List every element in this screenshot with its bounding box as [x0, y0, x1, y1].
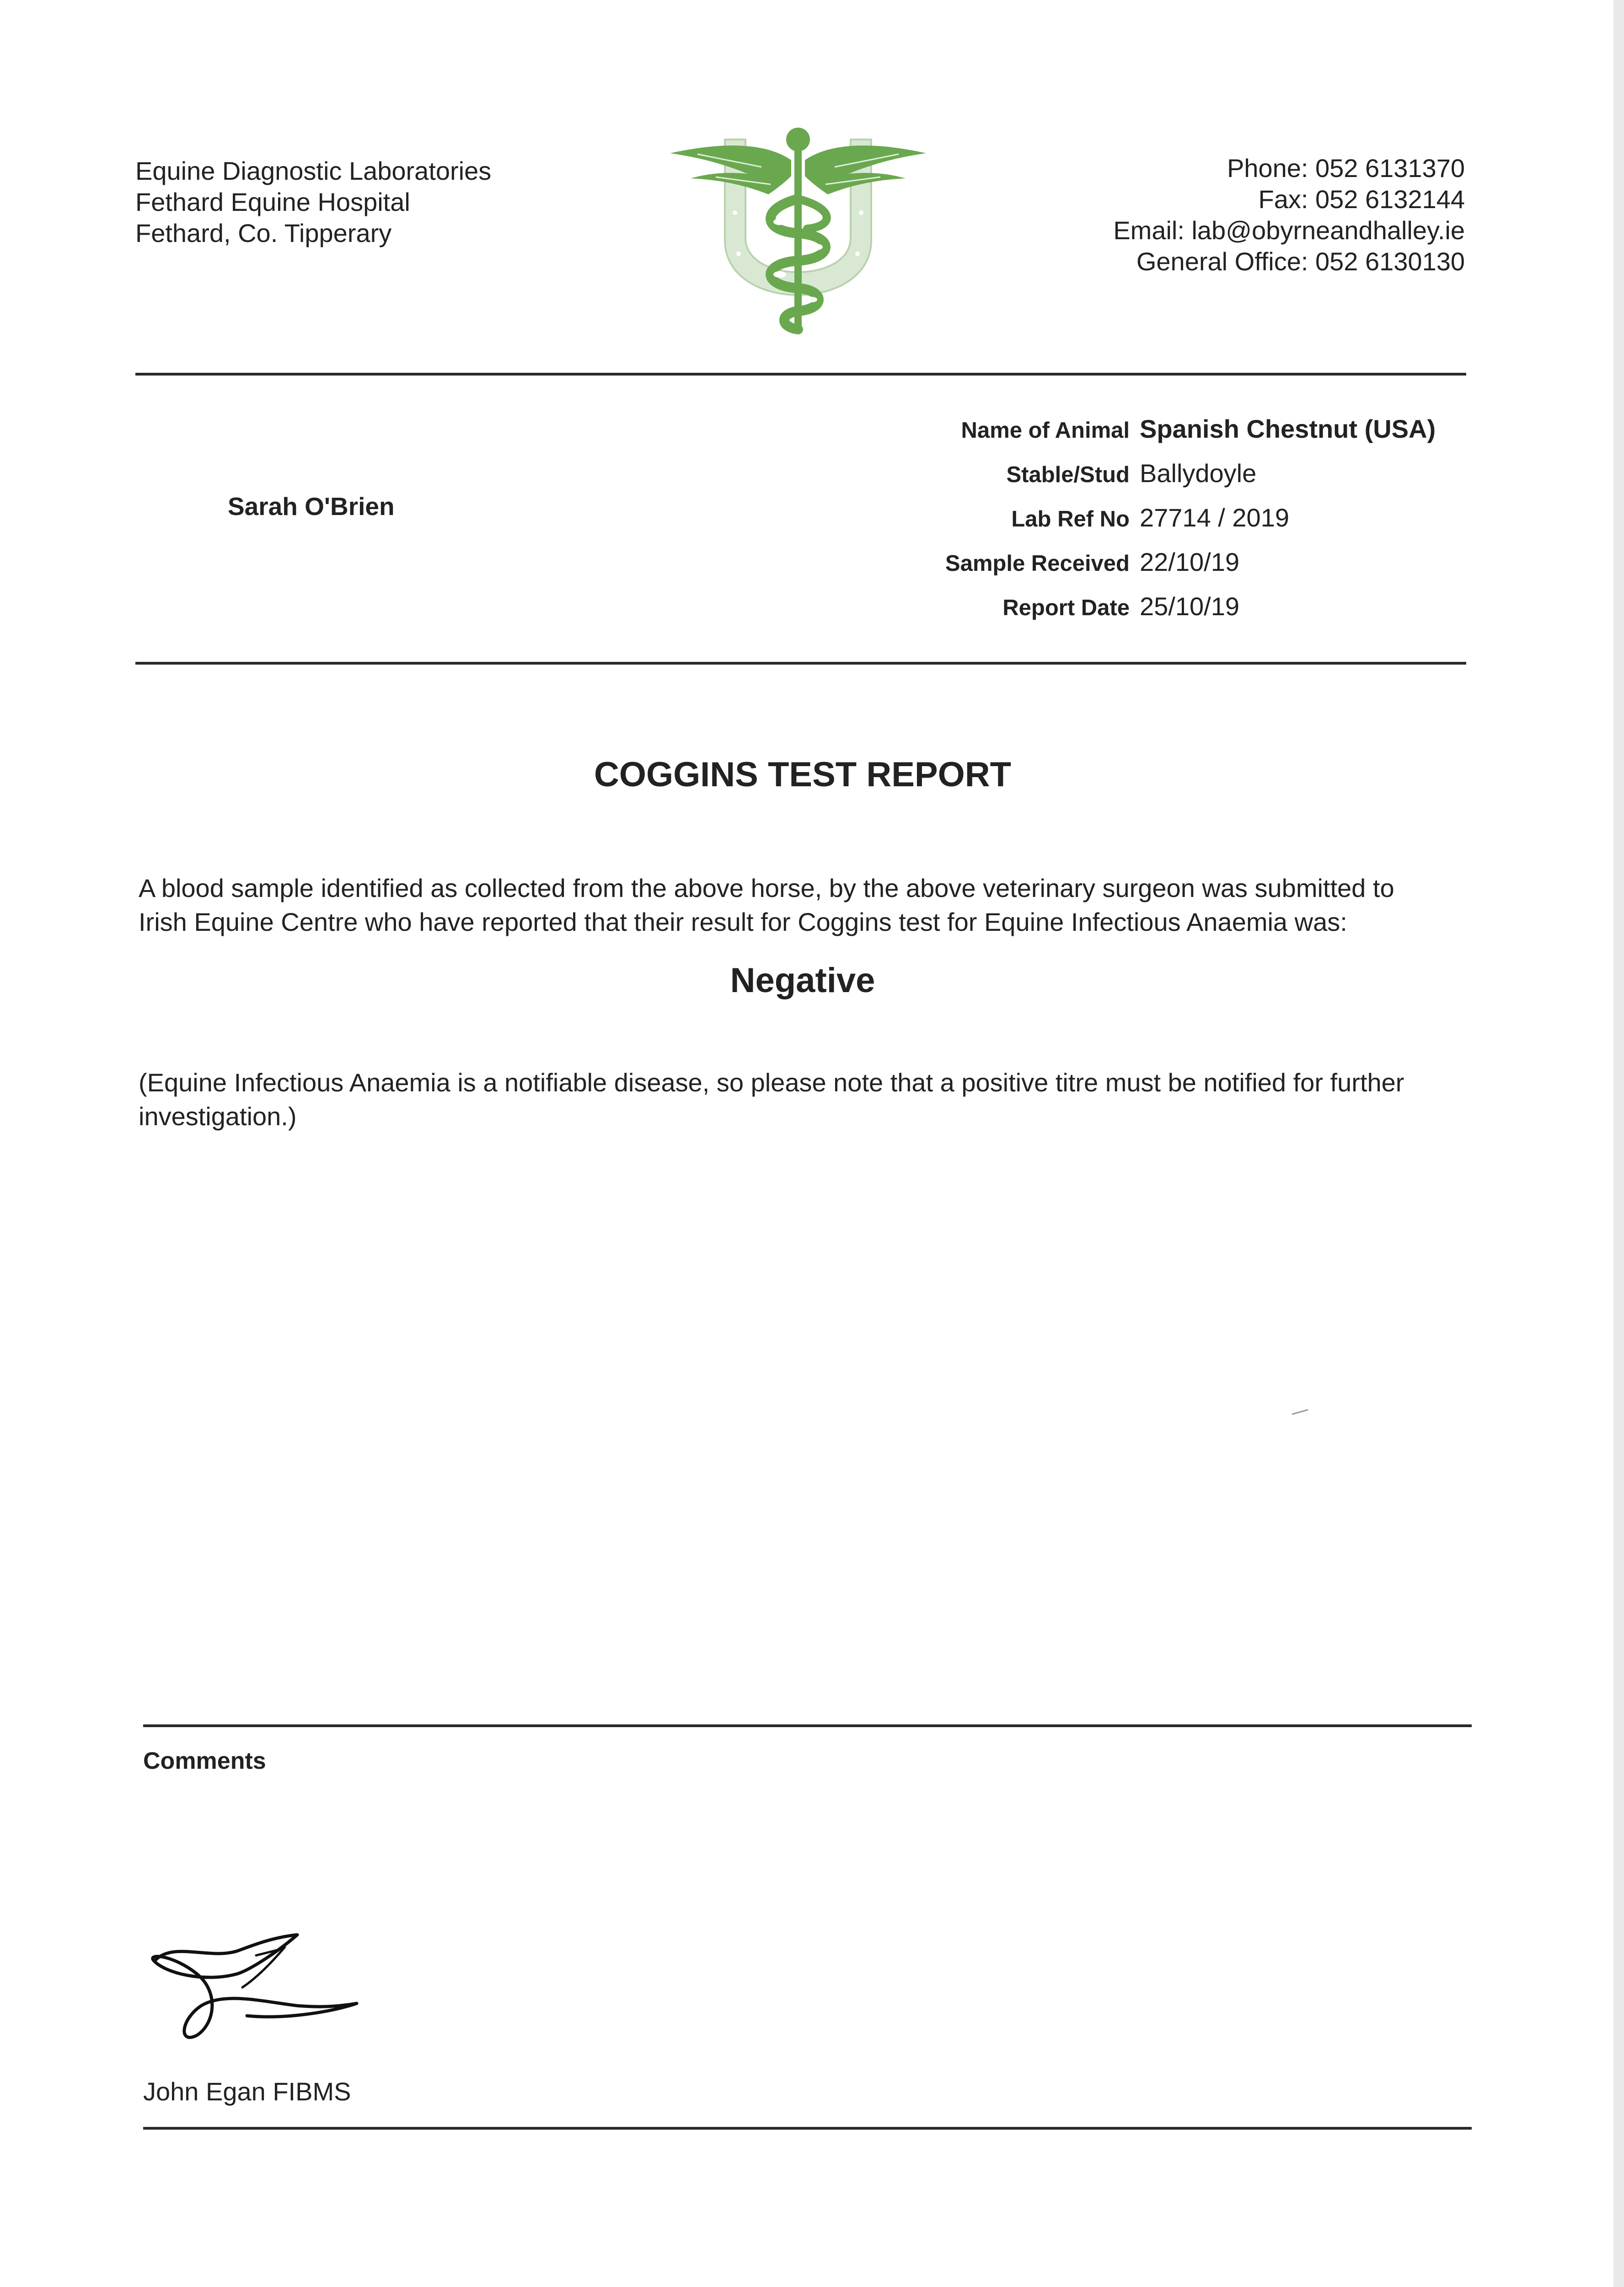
info-value: 25/10/19	[1140, 592, 1239, 621]
info-value: 22/10/19	[1140, 548, 1239, 576]
lab-location: Fethard, Co. Tipperary	[135, 219, 392, 247]
report-body-line: A blood sample identified as collected from the above horse, by the above veterinary surgeon was submitted to	[139, 874, 1394, 902]
report-title: COGGINS TEST REPORT	[594, 755, 1012, 794]
info-divider	[135, 662, 1466, 665]
signer-name: John Egan FIBMS	[143, 2077, 351, 2106]
report-note-line: investigation.)	[139, 1102, 297, 1131]
caduceus-horseshoe-icon	[670, 121, 926, 348]
info-value: Spanish Chestnut (USA)	[1140, 414, 1436, 443]
info-row-animal	[846, 414, 1436, 458]
report-note	[139, 1066, 1479, 1133]
info-label: Stable/Stud	[1006, 462, 1130, 487]
info-label: Lab Ref No	[1011, 507, 1130, 531]
animal-info-table	[846, 414, 1436, 636]
lab-name: Equine Diagnostic Laboratories	[135, 156, 492, 185]
lab-hospital: Fethard Equine Hospital	[135, 188, 410, 216]
lab-address	[135, 156, 491, 249]
scan-edge	[1613, 0, 1624, 2287]
comments-label: Comments	[143, 1748, 266, 1774]
comments-divider	[143, 1724, 1472, 1727]
info-label: Sample Received	[945, 551, 1130, 576]
info-label: Name of Animal	[961, 418, 1130, 443]
info-row-sample-received	[846, 547, 1436, 591]
info-row-report-date	[846, 591, 1436, 636]
report-body	[139, 871, 1479, 939]
recipient-name: Sarah O'Brien	[228, 492, 395, 521]
lab-fax: Fax: 052 6132144	[1258, 185, 1465, 214]
report-body-line: Irish Equine Centre who have reported that their result for Coggins test for Equine Infectious Anaemia was:	[139, 907, 1347, 936]
info-value: 27714 / 2019	[1140, 503, 1289, 532]
lab-phone: Phone: 052 6131370	[1227, 154, 1465, 183]
info-value: Ballydoyle	[1140, 459, 1257, 488]
lab-contact	[1113, 153, 1465, 277]
header-divider	[135, 373, 1466, 376]
info-row-lab-ref	[846, 503, 1436, 547]
lab-email: Email: lab@obyrneandhalley.ie	[1113, 216, 1465, 245]
info-label: Report Date	[1002, 596, 1130, 620]
lab-general-office: General Office: 052 6130130	[1136, 247, 1465, 276]
info-row-stable	[846, 458, 1436, 503]
test-result: Negative	[730, 961, 875, 1000]
footer-divider	[143, 2127, 1472, 2130]
report-note-line: (Equine Infectious Anaemia is a notifiable disease, so please note that a positive titre must be notified for further	[139, 1068, 1404, 1097]
scan-speck	[1290, 1404, 1317, 1418]
handwritten-signature-icon	[146, 1933, 366, 2051]
